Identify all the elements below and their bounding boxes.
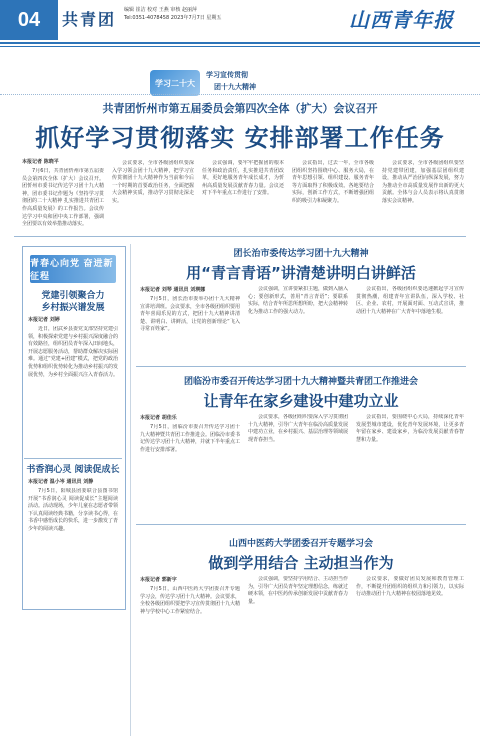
sidebar-divider: [24, 458, 122, 459]
article2-byline: 本报记者 刘琴 通讯员 刘瑛娜: [140, 287, 206, 293]
sidebar-headline-2: 乡村振兴谱发展: [41, 303, 105, 313]
section-title: 共青团: [62, 10, 117, 29]
article3-column-1: 7月5日，团临汾市委召开传达学习团十九大精神暨共青团工作推进会。团临汾市委书记传达学习团十九大精神，并就下半年重点工作进行安排部署。: [140, 424, 240, 453]
newspaper-masthead: 山西青年报: [349, 8, 454, 32]
sidebar-byline-1: 本报记者 刘婷: [28, 317, 60, 323]
article-divider: [136, 366, 466, 367]
article2-column-1: 7月5日，团长治市委举办团十九大精神宣讲培训班。会议要求，全市各级团组织要用青年喜闻乐见的方式，把团十九大精神讲清楚、讲明白、讲鲜活，让党的创新理论“飞入寻常百姓家”。: [140, 296, 240, 333]
article4-title: 做到学用结合 主动担当作为: [208, 554, 394, 572]
lead-column-1: 7月6日，共青团忻州市第五届委员会第四次全体（扩大）会议召开。团忻州市委书记传达学习团十九大精神，团市委书记作题为《坚持学习贯彻团的二十大精神 扎实推进共青团工作高质量发展》的工作报告。会议传达学习中央和团中央工作部署，强调全团要以有效举措推动落实。: [22, 168, 104, 228]
article-divider: [136, 524, 466, 525]
header-rule-thin: [0, 46, 480, 47]
article3-title: 让青年在家乡建设中建功立业: [203, 392, 399, 410]
study-banner-line2: 团十九大精神: [214, 82, 256, 91]
article3-column-3: 会议指出，要围绕中心大局，持续深化青年发展型城市建设，优化青年发展环境，让更多青年留在家乡、建设家乡，为临汾发展贡献青春智慧和力量。: [356, 414, 464, 443]
article4-subtitle: 山西中医药大学团委召开专题学习会: [228, 539, 373, 549]
sidebar-headline-1: 党建引领聚合力: [41, 291, 105, 301]
study-banner-line1: 学习宣传贯彻: [206, 70, 248, 79]
article4-column-3: 会议要求，要做好团员发展和教育管理工作，不断提升团组织的组织力和引领力，以实际行动推动团十九大精神在校园落地见效。: [356, 576, 464, 598]
lead-title: 抓好学习贯彻落实 安排部署工作任务: [35, 124, 445, 152]
lead-column-4: 会议指出，过去一年，全市各级团组织坚持围绕中心、服务大局，在青年思想引领、组织建设、服务青年等方面取得了积极成效。各地要结合实际，创新工作方式，不断增强团组织的吸引力和凝聚力。: [292, 160, 374, 204]
article2-column-3: 会议指出，各级团组织要迅速掀起学习宣传贯彻热潮，组建青年宣讲队伍，深入学校、社区、企业、农村，开展面对面、互动式宣讲，推动团十九大精神在广大青年中落地生根。: [356, 286, 464, 315]
editor-line: 编辑 崔洁 校对 王燕 审核 赵丽萍: [124, 7, 197, 13]
column-rule: [130, 244, 131, 736]
section-divider: [14, 236, 466, 237]
page-number: 04: [0, 0, 58, 40]
article3-column-2: 会议要求，各级团组织要深入学习贯彻团十九大精神，引导广大青年在临汾高质量发展中建功立业，在乡村振兴、基层治理等领域展现青春担当。: [248, 414, 348, 443]
sidebar-article-2: 7月5日，阳城县团委联合县图书馆开展“书香润心灵 阅读促成长”主题阅读活动。活动现场，少年儿童在志愿者带领下认真阅读经典书籍，分享读书心得，在书香中感悟成长的快乐，进一步激发了青少年的阅读兴趣。: [28, 488, 118, 532]
lead-column-5: 会议要求，全市各级团组织要坚持党建带团建，加强基层团组织建设，推动从严治团向纵深发展，努力为推动全市高质量发展作出新的更大贡献。全体与会人员表示将认真贯彻落实会议精神。: [382, 160, 464, 204]
lead-byline: 本报记者 陈晓平: [22, 159, 59, 165]
date-line: Tel:0351-4078458 2023年7月7日 星期五: [124, 15, 222, 21]
article3-byline: 本报记者 胡佳乐: [140, 415, 177, 421]
article3-subtitle: 团临汾市委召开传达学习团十九大精神暨共青团工作推进会: [183, 377, 418, 387]
sidebar-byline-2: 本报记者 温小岑 通讯员 刘静: [28, 479, 94, 485]
divider: [0, 94, 480, 95]
sidebar-banner: 青春心向党 奋进新征程: [30, 255, 116, 283]
lead-subtitle: 共青团忻州市第五届委员会第四次全体（扩大）会议召开: [102, 102, 378, 115]
sidebar-article-1: 近日，团武乡县委党支部坚持党建引领，积极探索党建与乡村振兴深度融合的有效路径，组织团员青年深入田间地头，开展志愿服务活动，帮助群众解决实际困难。通过“党建+团建”模式，把党的政治优势和组织优势转化为推动乡村振兴的发展优势，为乡村全面振兴注入青春活力。: [28, 326, 118, 378]
lead-column-3: 会议强调，要牢牢把握团的根本任务和政治责任，扎实推进共青团改革，更好地服务青年成长成才，为忻州高质量发展贡献青春力量。会议还对下半年重点工作进行了安排。: [202, 160, 284, 197]
article2-title: 用“青言青语”讲清楚讲明白讲鲜活: [186, 264, 416, 282]
editor-info: [124, 6, 221, 22]
article2-column-2: 会议强调，宣讲要紧扣主题，做到入脑入心；要创新形式，善用“青言青语”；要联系实际，结合青年所思所想所盼，把大会精神转化为推动工作的强大动力。: [248, 286, 348, 315]
lead-column-2: 会议要求，全市各级团组织要深入学习领会团十九大精神，把学习宣传贯彻团十九大精神作为当前和今后一个时期的首要政治任务，全面把握大会精神实质，推动学习贯彻走深走实。: [112, 160, 194, 204]
header-rule: [0, 42, 480, 44]
article4-column-1: 7月5日，山西中医药大学团委召开专题学习会，传达学习团十九大精神。会议要求，全校各级团组织要把学习宣传贯彻团十九大精神与学校中心工作紧密结合。: [140, 586, 240, 615]
article4-column-2: 会议强调，要坚持学用结合、主动担当作为，引导广大团员青年坚定理想信念，练就过硬本领，在中医药传承创新发展中贡献青春力量。: [248, 576, 348, 605]
sidebar-headline-3: 书香润心灵 阅读促成长: [26, 465, 120, 475]
article4-byline: 本报记者 郭新宇: [140, 577, 177, 583]
study-banner-badge: 学习二十大: [150, 70, 200, 96]
article2-subtitle: 团长治市委传达学习团十九大精神: [233, 249, 369, 259]
